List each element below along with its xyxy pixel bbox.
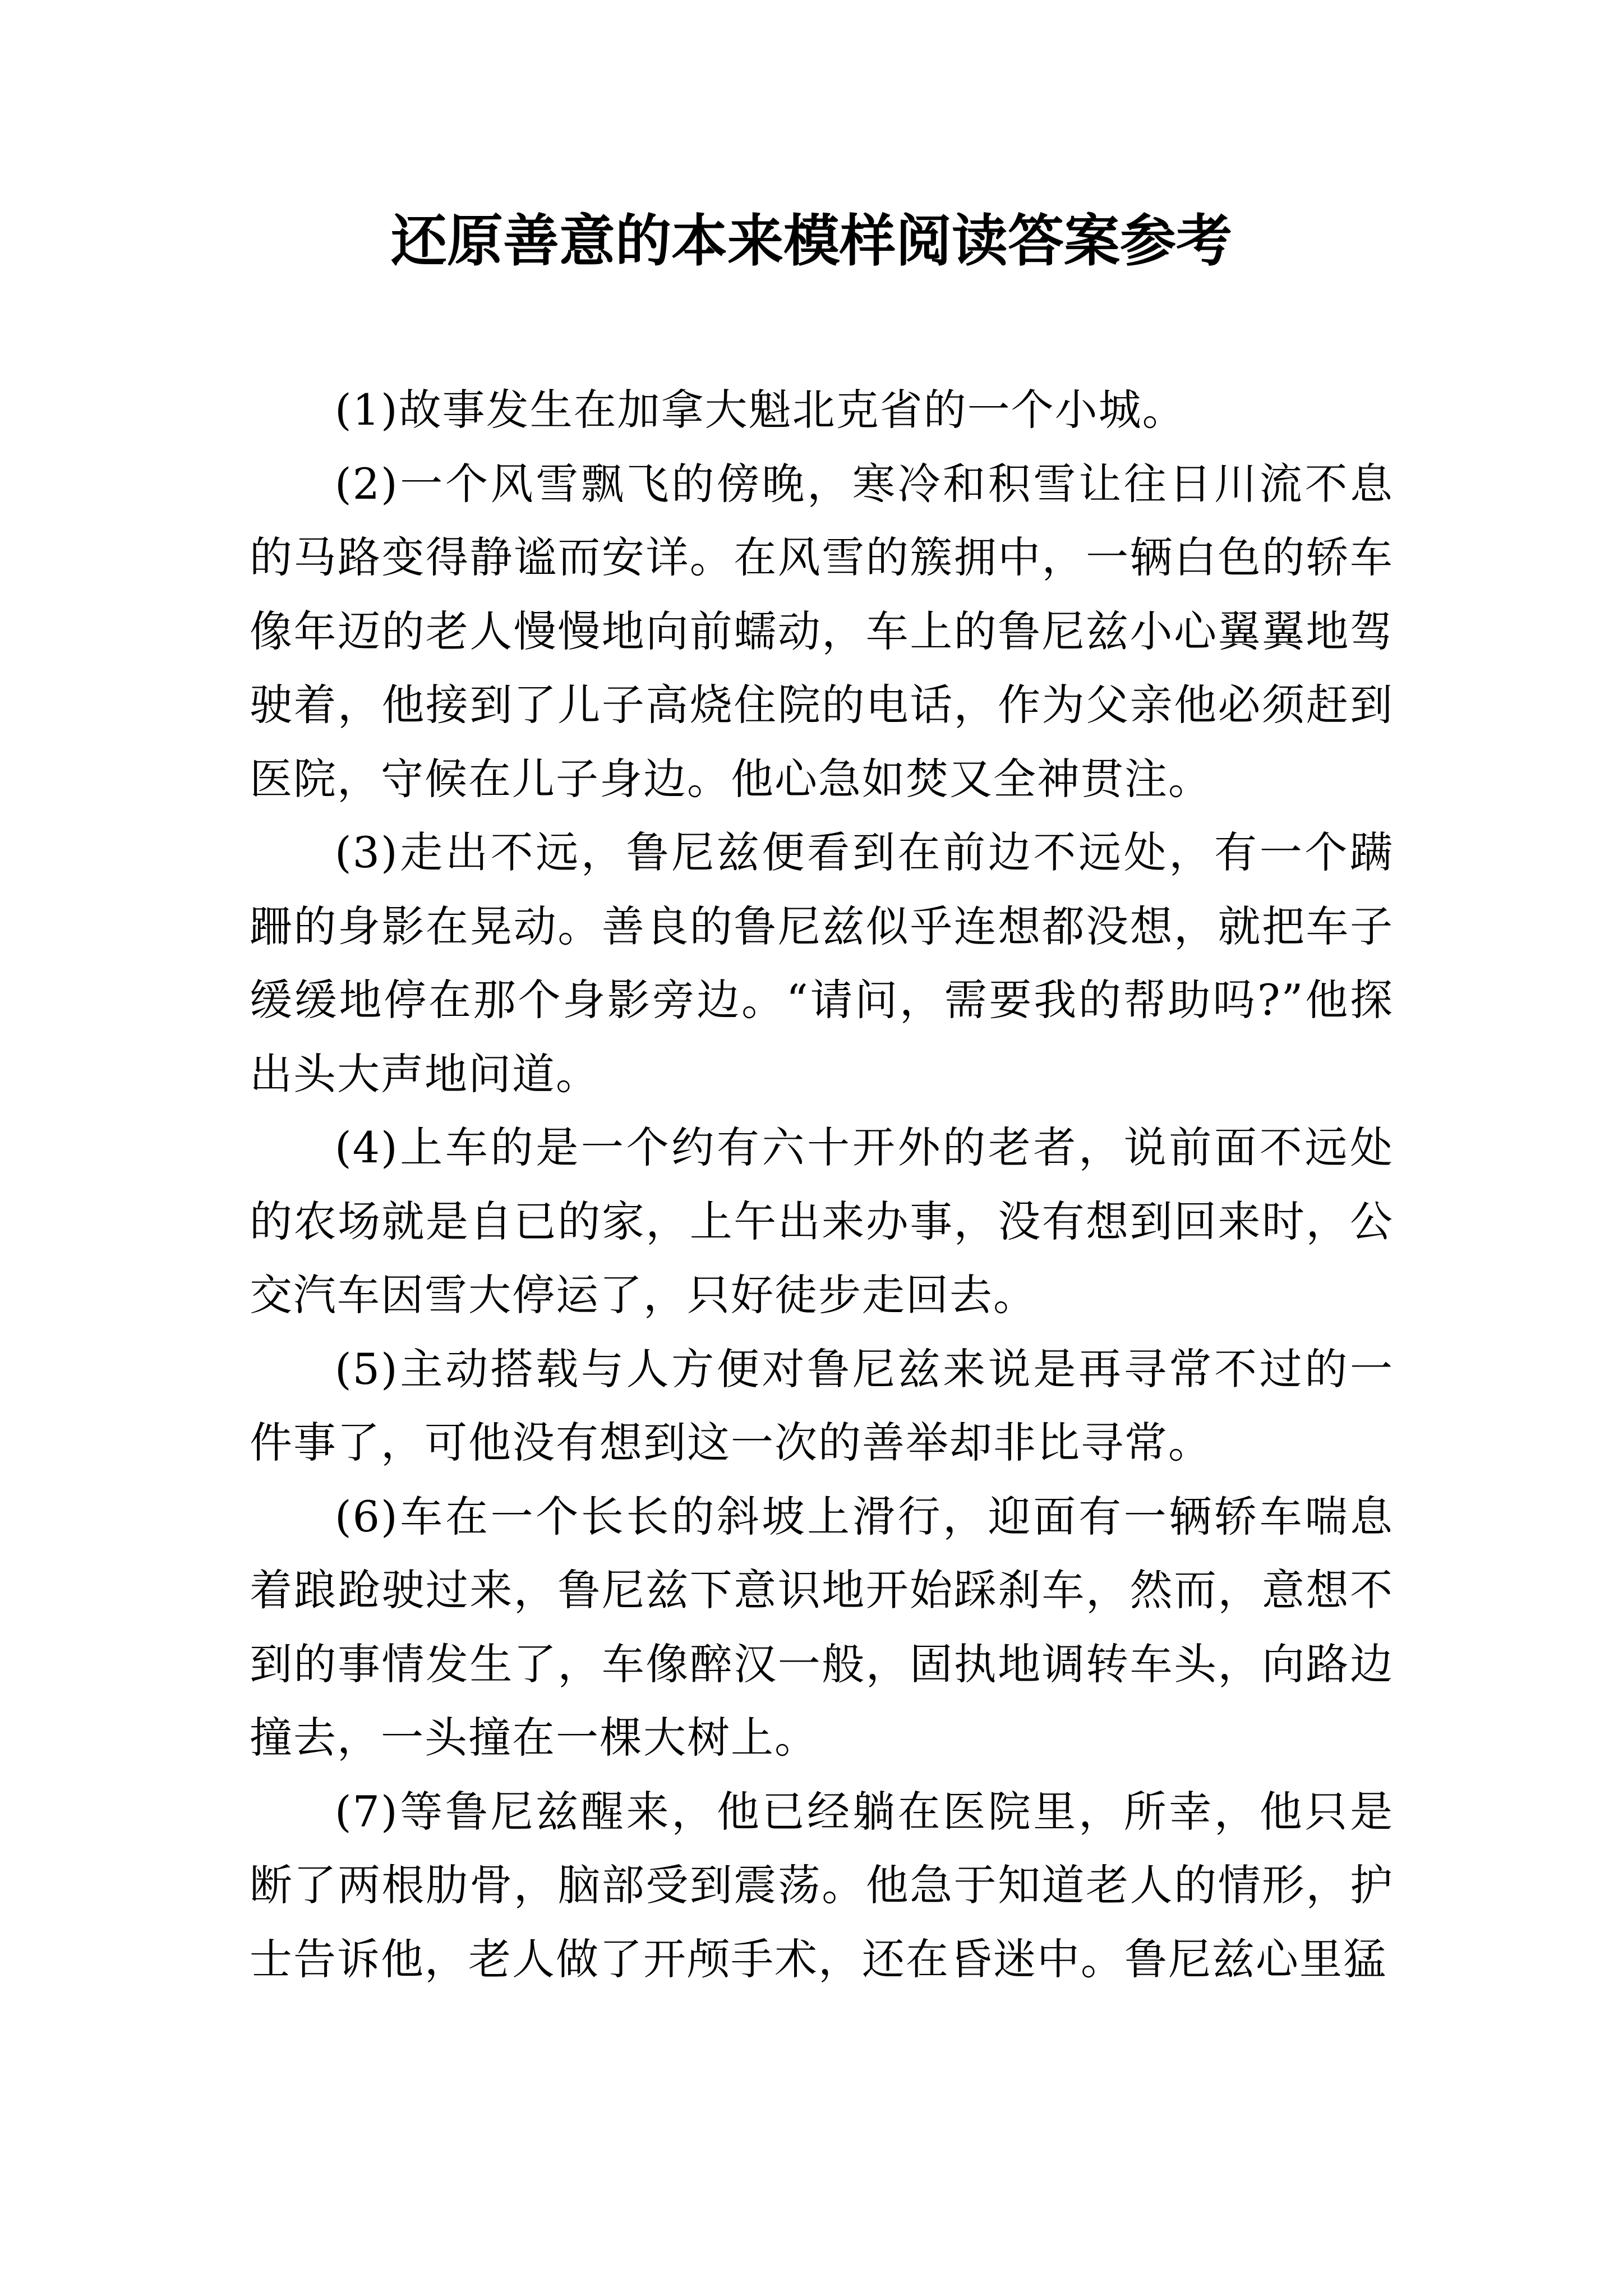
paragraph-3: (3)走出不远，鲁尼兹便看到在前边不远处，有一个蹒跚的身影在晃动。善良的鲁尼兹似乎连想都没想，就把车子缓缓地停在那个身影旁边。“请问，需要我的帮助吗?”他探出头大声地问道。 <box>250 827 1394 1099</box>
page-title: 还原善意的本来模样阅读答案参考 <box>391 208 1232 274</box>
paragraph-7: (7)等鲁尼兹醒来，他已经躺在医院里，所幸，他只是断了两根肋骨，脑部受到震荡。他急于知道老人的情形，护士告诉他，老人做了开颅手术，还在昏迷中。鲁尼兹心里猛 <box>250 1786 1394 1984</box>
paragraph-2: (2)一个风雪飘飞的傍晚，寒冷和积雪让往日川流不息的马路变得静谧而安详。在风雪的簇拥中，一辆白色的轿车像年迈的老人慢慢地向前蠕动，车上的鲁尼兹小心翼翼地驾驶着，他接到了儿子高烧住院的电话，作为父亲他必须赶到医院，守候在儿子身边。他心急如焚又全神贯注。 <box>250 458 1394 804</box>
paragraph-5: (5)主动搭载与人方便对鲁尼兹来说是再寻常不过的一件事了，可他没有想到这一次的善举却非比寻常。 <box>250 1343 1394 1467</box>
paragraph-6: (6)车在一个长长的斜坡上滑行，迎面有一辆轿车喘息着踉跄驶过来，鲁尼兹下意识地开始踩刹车，然而，意想不到的事情发生了，车像醉汉一般，固执地调转车头，向路边撞去，一头撞在一棵大树上。 <box>250 1491 1394 1763</box>
paragraph-4: (4)上车的是一个约有六十开外的老者，说前面不远处的农场就是自已的家，上午出来办事，没有想到回来时，公交汽车因雪大停运了，只好徒步走回去。 <box>250 1122 1394 1320</box>
paragraph-1: (1)故事发生在加拿大魁北克省的一个小城。 <box>335 385 1186 435</box>
document-body <box>250 373 1394 1996</box>
